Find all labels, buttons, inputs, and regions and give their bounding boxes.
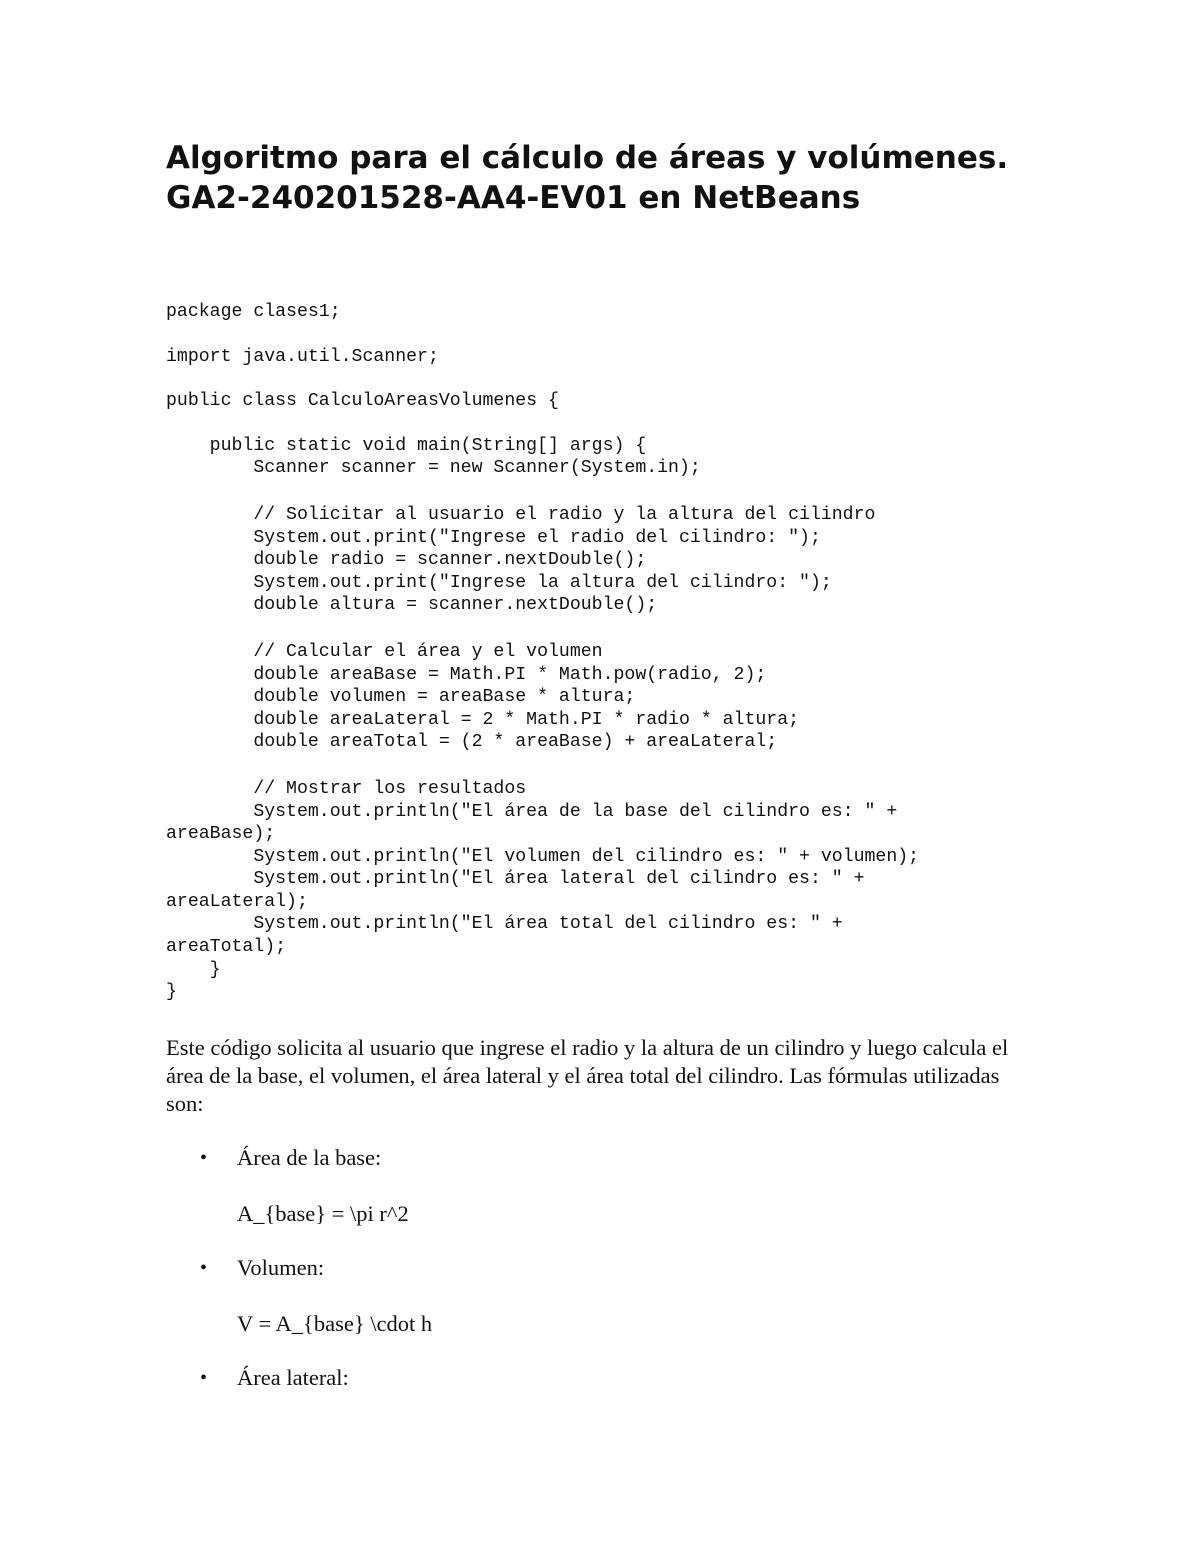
- code-line: }: [166, 959, 221, 980]
- code-line: System.out.print("Ingrese la altura del cilindro: ");: [166, 572, 832, 593]
- list-item: [166, 1254, 1046, 1338]
- code-line: areaBase);: [166, 824, 276, 845]
- code-line: double areaTotal = (2 * areaBase) + areaLateral;: [166, 732, 778, 753]
- formula-label: Volumen:: [237, 1254, 325, 1280]
- java-code-block: [166, 301, 1046, 1004]
- code-line: System.out.println("El área de la base del cilindro es: " +: [166, 801, 898, 822]
- bullet-icon: •: [200, 1366, 208, 1389]
- title-line-2: GA2-240201528-AA4-EV01 en NetBeans: [166, 180, 861, 216]
- code-line: System.out.println("El volumen del cilindro es: " + volumen);: [166, 846, 920, 867]
- code-line: package clases1;: [166, 302, 341, 322]
- formula-list: [166, 1144, 1046, 1392]
- code-line: System.out.println("El área lateral del cilindro es: " +: [166, 869, 865, 890]
- code-line: areaLateral);: [166, 891, 308, 912]
- code-line: import java.util.Scanner;: [166, 346, 439, 367]
- bullet-icon: •: [200, 1146, 208, 1169]
- code-line: // Mostrar los resultados: [166, 778, 527, 799]
- code-line: double altura = scanner.nextDouble();: [166, 595, 658, 616]
- formula-label: Área lateral:: [237, 1364, 349, 1390]
- formula-expression: A_{base} = \pi r^2: [237, 1200, 409, 1226]
- code-line: double volumen = areaBase * altura;: [166, 687, 636, 708]
- code-line: // Calcular el área y el volumen: [166, 641, 603, 662]
- document-page: [166, 138, 1046, 1418]
- code-line: System.out.print("Ingrese el radio del cilindro: ");: [166, 527, 821, 548]
- list-item: [166, 1144, 1046, 1228]
- document-title: [166, 138, 1046, 218]
- description-paragraph: Este código solicita al usuario que ingrese el radio y la altura de un cilindro y luego calcula el área de la base, el volumen, el área lateral y el área total del cilindro. Las fórmulas utilizadas son:: [166, 1034, 1009, 1116]
- code-line: // Solicitar al usuario el radio y la altura del cilindro: [166, 504, 876, 525]
- title-line-1: Algoritmo para el cálculo de áreas y volúmenes.: [166, 140, 1009, 176]
- code-line: public static void main(String[] args) {: [166, 435, 647, 456]
- formula-expression: V = A_{base} \cdot h: [237, 1310, 433, 1336]
- code-line: }: [166, 982, 177, 1003]
- formula-label: Área de la base:: [237, 1144, 382, 1170]
- code-line: public class CalculoAreasVolumenes {: [166, 391, 559, 412]
- bullet-icon: •: [200, 1256, 208, 1279]
- code-line: double radio = scanner.nextDouble();: [166, 550, 647, 571]
- list-item: [166, 1364, 1046, 1392]
- code-line: Scanner scanner = new Scanner(System.in);: [166, 458, 701, 479]
- code-line: double areaBase = Math.PI * Math.pow(radio, 2);: [166, 664, 767, 685]
- code-line: double areaLateral = 2 * Math.PI * radio * altura;: [166, 709, 800, 730]
- code-line: areaTotal);: [166, 937, 287, 958]
- code-line: System.out.println("El área total del cilindro es: " +: [166, 914, 843, 935]
